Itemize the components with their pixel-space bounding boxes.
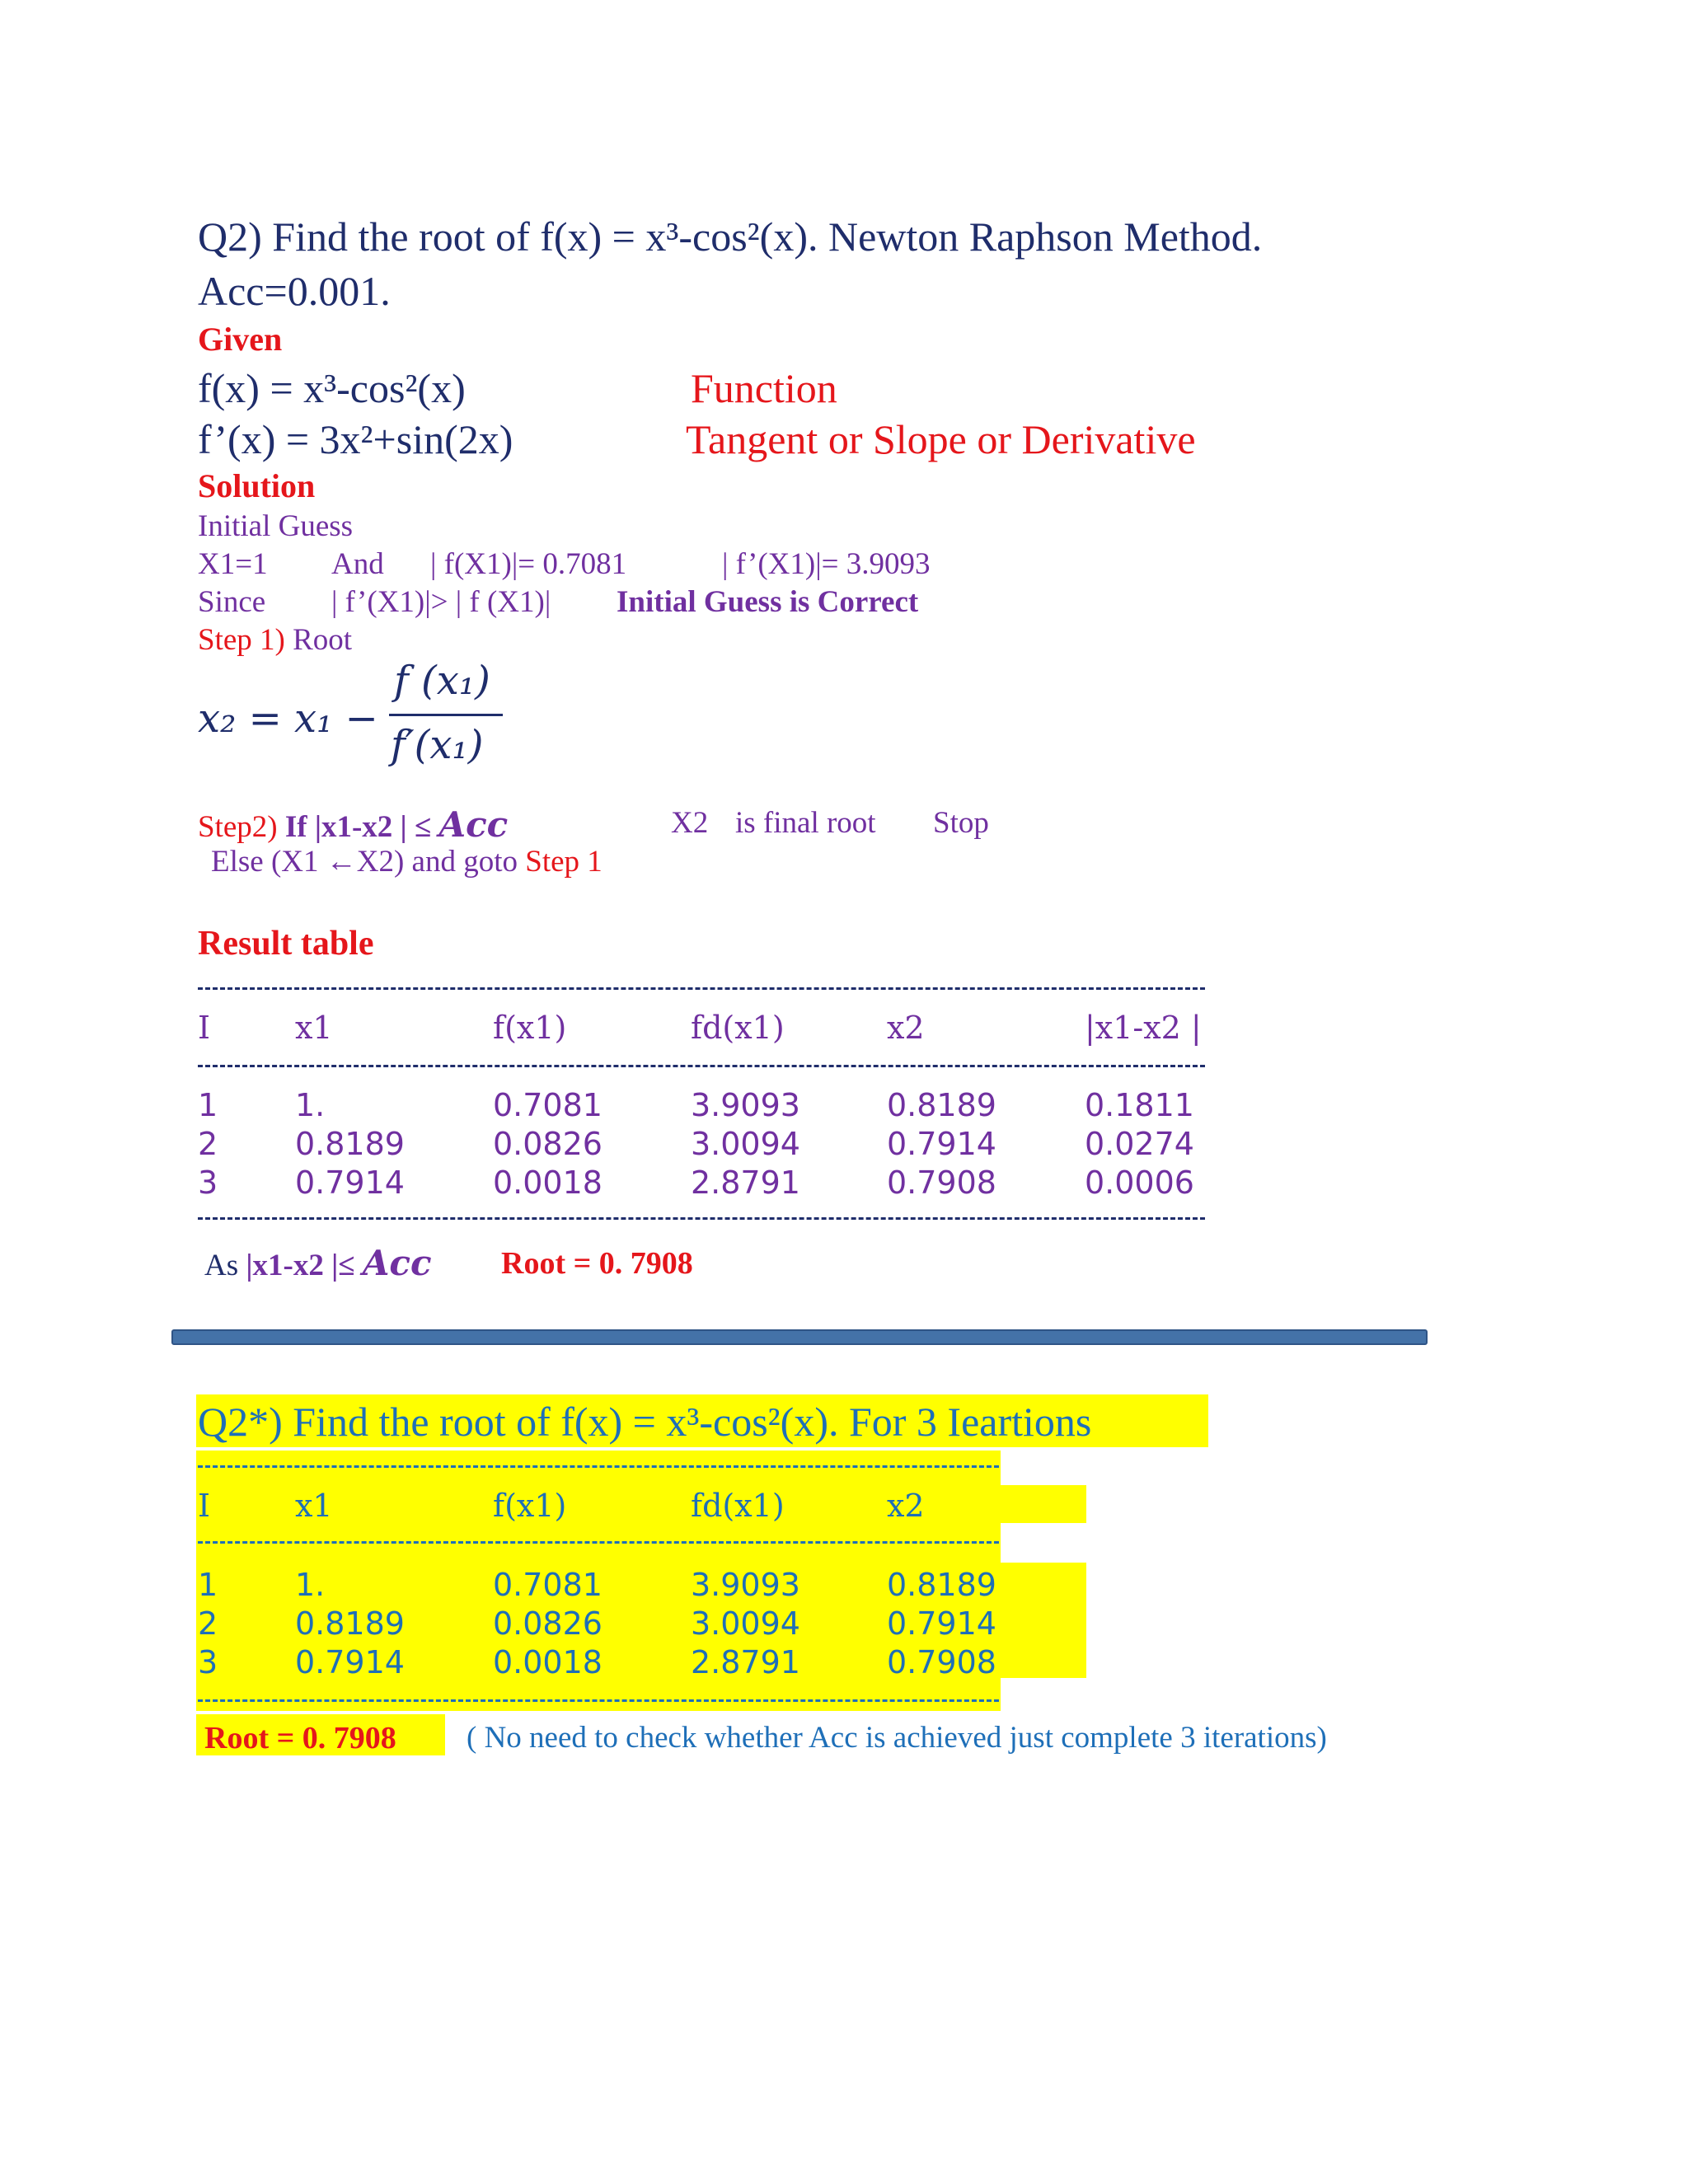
cell-x1: 0.7914 bbox=[295, 1165, 405, 1201]
cell-x1: 0.8189 bbox=[295, 1126, 405, 1162]
cell-diff: 0.0006 bbox=[1085, 1165, 1194, 1201]
cell-fx1: 0.0018 bbox=[493, 1165, 603, 1201]
cell-fdx1: 2.8791 bbox=[691, 1644, 800, 1680]
as-condition-line bbox=[204, 1243, 432, 1283]
function-fpx: f’(x) = 3x²+sin(2x) bbox=[198, 416, 513, 462]
table-bottom-rule bbox=[198, 1217, 1205, 1220]
step1-text: Root bbox=[293, 623, 353, 657]
q2star-header-fdx1: fd(x1) bbox=[691, 1488, 785, 1524]
cell-i: 3 bbox=[198, 1644, 218, 1680]
else-line bbox=[211, 846, 603, 877]
step1-prefix: Step 1) bbox=[198, 623, 285, 657]
q2star-table-bottom-rule bbox=[198, 1699, 999, 1702]
q2star-title: Q2*) Find the root of f(x) = x³-cos²(x). For 3 Ieartions bbox=[198, 1399, 1092, 1445]
fpx1-abs: | f’(X1)|= 3.9093 bbox=[722, 547, 931, 581]
cell-x2: 0.7908 bbox=[887, 1644, 996, 1680]
q2star-header-highlight-tail bbox=[1001, 1485, 1086, 1523]
formula-lhs: x₂ = x₁ − bbox=[198, 696, 378, 742]
derivative-comparison: | f’(X1)|> | f (X1)| bbox=[331, 585, 551, 619]
step2-stop: Stop bbox=[933, 806, 989, 840]
cell-i: 2 bbox=[198, 1605, 218, 1642]
q2star-header-x2: x2 bbox=[887, 1488, 925, 1524]
fraction-bar bbox=[389, 714, 503, 716]
table-header-x1: x1 bbox=[295, 1010, 333, 1046]
q2star-table-top-rule bbox=[198, 1465, 999, 1468]
formula-numerator: f (x₁) bbox=[394, 658, 490, 704]
table-header-fx1: f(x1) bbox=[493, 1010, 567, 1046]
cell-fx1: 0.0826 bbox=[493, 1126, 603, 1162]
q2star-header-fx1: f(x1) bbox=[493, 1488, 567, 1524]
cell-fx1: 0.0826 bbox=[493, 1605, 603, 1642]
cell-x2: 0.8189 bbox=[887, 1567, 996, 1603]
fx1-abs: | f(X1)|= 0.7081 bbox=[430, 547, 627, 581]
cell-fdx1: 3.0094 bbox=[691, 1605, 800, 1642]
cell-i: 1 bbox=[198, 1087, 218, 1123]
q2-title-line2: Acc=0.001. bbox=[198, 268, 391, 314]
as-condition: |x1-x2 |≤ bbox=[246, 1249, 363, 1282]
cell-x1: 1. bbox=[295, 1567, 326, 1603]
cell-fdx1: 2.8791 bbox=[691, 1165, 800, 1201]
initial-guess-label: Initial Guess bbox=[198, 509, 354, 543]
cell-i: 3 bbox=[198, 1165, 218, 1201]
since-word: Since bbox=[198, 585, 266, 619]
else-text: Else (X1 ←X2) and goto bbox=[211, 845, 518, 879]
cell-diff: 0.0274 bbox=[1085, 1126, 1194, 1162]
and-word: And bbox=[331, 547, 384, 581]
cell-x2: 0.8189 bbox=[887, 1087, 996, 1123]
section-separator bbox=[171, 1329, 1428, 1345]
table-top-rule bbox=[198, 987, 1205, 990]
cell-fx1: 0.7081 bbox=[493, 1087, 603, 1123]
cell-fdx1: 3.9093 bbox=[691, 1567, 800, 1603]
cell-fdx1: 3.0094 bbox=[691, 1126, 800, 1162]
formula-denominator: f′(x₁) bbox=[391, 722, 484, 768]
cell-diff: 0.1811 bbox=[1085, 1087, 1194, 1123]
step2-prefix: Step2) bbox=[198, 810, 278, 844]
given-label: Given bbox=[198, 321, 283, 358]
q2star-rows-highlight-tail bbox=[1001, 1563, 1086, 1678]
cell-i: 2 bbox=[198, 1126, 218, 1162]
as-word: As bbox=[204, 1249, 239, 1282]
else-step: Step 1 bbox=[525, 845, 603, 879]
table-header-i: I bbox=[198, 1010, 211, 1046]
step2-condition: If |x1-x2 | ≤ bbox=[284, 810, 439, 844]
solution-label: Solution bbox=[198, 467, 316, 504]
result-table-label: Result table bbox=[198, 925, 374, 963]
as-acc: Acc bbox=[362, 1243, 432, 1283]
cell-x2: 0.7908 bbox=[887, 1165, 996, 1201]
table-header-rule bbox=[198, 1065, 1205, 1067]
table-header-fdx1: fd(x1) bbox=[691, 1010, 785, 1046]
cell-fx1: 0.0018 bbox=[493, 1644, 603, 1680]
cell-x2: 0.7914 bbox=[887, 1126, 996, 1162]
tangent-label: Tangent or Slope or Derivative bbox=[686, 416, 1196, 462]
step2-acc: Acc bbox=[438, 804, 509, 845]
root-result: Root = 0. 7908 bbox=[501, 1246, 693, 1281]
step2-final-root: is final root bbox=[735, 806, 876, 840]
q2star-header-x1: x1 bbox=[295, 1488, 333, 1524]
cell-x1: 1. bbox=[295, 1087, 326, 1123]
function-label: Function bbox=[691, 365, 837, 411]
step2-line bbox=[198, 804, 509, 845]
q2star-header-i: I bbox=[198, 1488, 211, 1524]
table-header-diff: |x1-x2 | bbox=[1085, 1010, 1202, 1046]
cell-i: 1 bbox=[198, 1567, 218, 1603]
step1-line bbox=[198, 625, 352, 655]
step2-x2: X2 bbox=[671, 806, 709, 840]
q2star-note: ( No need to check whether Acc is achieved just complete 3 iterations) bbox=[467, 1721, 1327, 1755]
cell-x2: 0.7914 bbox=[887, 1605, 996, 1642]
cell-fdx1: 3.9093 bbox=[691, 1087, 800, 1123]
cell-x1: 0.8189 bbox=[295, 1605, 405, 1642]
x1-equals: X1=1 bbox=[198, 547, 268, 581]
q2-title-line1: Q2) Find the root of f(x) = x³-cos²(x). Newton Raphson Method. bbox=[198, 213, 1263, 260]
cell-fx1: 0.7081 bbox=[493, 1567, 603, 1603]
q2star-root-result: Root = 0. 7908 bbox=[204, 1721, 396, 1755]
initial-guess-correct: Initial Guess is Correct bbox=[617, 585, 919, 619]
function-fx: f(x) = x³-cos²(x) bbox=[198, 365, 466, 411]
cell-x1: 0.7914 bbox=[295, 1644, 405, 1680]
table-header-x2: x2 bbox=[887, 1010, 925, 1046]
q2star-table-header-rule bbox=[198, 1541, 999, 1544]
